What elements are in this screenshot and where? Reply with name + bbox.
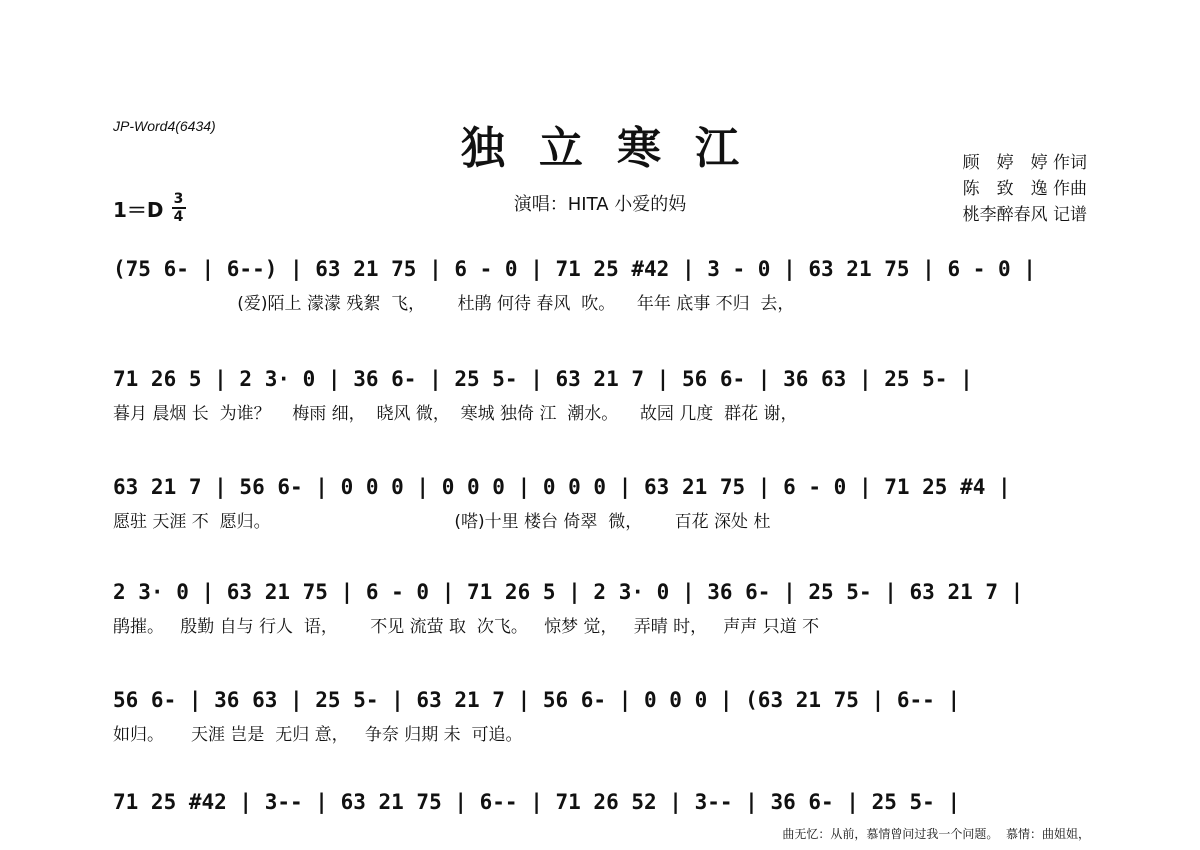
notes-line: 2 3· 0 | 63 21 75 | 6 - 0 | 71 26 5 | 2 3· 0 | 36 6- | 25 5- | 63 21 7 |	[113, 580, 1024, 604]
transcriber-credit: 桃李醉春风 记谱	[962, 205, 1087, 225]
score-system-3	[113, 470, 1089, 534]
lyrics-line: 如归。 天涯 岂是 无归 意， 争奈 归期 未 可追。	[113, 725, 523, 745]
time-signature	[172, 192, 186, 224]
time-signature-bottom: 4	[173, 209, 184, 225]
credits-block	[963, 150, 1087, 228]
notes-line: 63 21 7 | 56 6- | 0 0 0 | 0 0 0 | 0 0 0 | 63 21 75 | 6 - 0 | 71 25 #4 |	[113, 475, 1011, 499]
key-signature	[113, 192, 186, 224]
key-label: 1＝D	[113, 197, 164, 222]
software-label: JP-Word4(6434)	[113, 118, 216, 134]
lyrics-line: 愿驻 天涯 不 愿归。 (嗒)十里 楼台 倚翠 微， 百花 深处 杜	[113, 512, 771, 532]
song-title: 独立寒江	[461, 123, 773, 174]
score-system-2	[113, 362, 1089, 426]
time-signature-top: 3	[173, 191, 184, 207]
lyrics-line: 暮月 晨烟 长 为谁？ 梅雨 细， 晓风 微， 寒城 独倚 江 潮水。 故园 几度 群花 谢，	[113, 404, 798, 424]
singer-line: 演唱：HITA 小爱的妈	[513, 194, 687, 215]
composer-credit: 陈 致 逸 作曲	[962, 179, 1087, 199]
dialogue-footer: 曲无忆：从前，慕情曾问过我一个问题。 慕情：曲姐姐，	[782, 827, 1090, 841]
score-system-6	[113, 785, 1089, 819]
notes-line: 56 6- | 36 63 | 25 5- | 63 21 7 | 56 6- | 0 0 0 | (63 21 75 | 6-- |	[113, 688, 961, 712]
lyrics-line: 鹃摧。 殷勤 自与 行人 语， 不见 流萤 取 次飞。 惊梦 觉， 弄晴 时， 声声 只道 不	[113, 617, 820, 637]
notes-line: (75 6- | 6--) | 63 21 75 | 6 - 0 | 71 25 #42 | 3 - 0 | 63 21 75 | 6 - 0 |	[113, 257, 1036, 281]
score-system-5	[113, 683, 1089, 747]
notes-line: 71 25 #42 | 3-- | 63 21 75 | 6-- | 71 26 52 | 3-- | 36 6- | 25 5- |	[113, 790, 961, 814]
notes-line: 71 26 5 | 2 3· 0 | 36 6- | 25 5- | 63 21 7 | 56 6- | 36 63 | 25 5- |	[113, 367, 973, 391]
score-system-4	[113, 575, 1089, 639]
lyricist-credit: 顾 婷 婷 作词	[962, 153, 1087, 173]
score-system-1	[113, 252, 1089, 316]
lyrics-line: (爱)陌上 濛濛 残絮 飞， 杜鹃 何待 春风 吹。 年年 底事 不归 去，	[113, 294, 795, 314]
